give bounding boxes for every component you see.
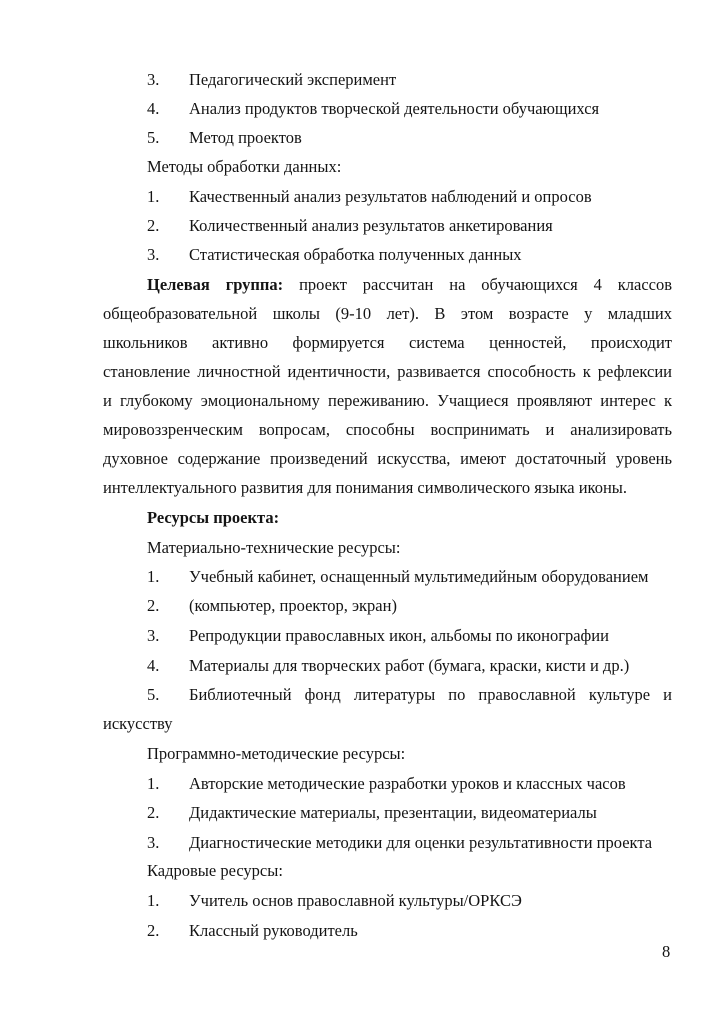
list-text: Авторские методические разработки уроков и классных часов xyxy=(189,774,626,793)
list-item xyxy=(0,772,724,796)
list-number: 3. xyxy=(147,626,160,645)
list-item xyxy=(0,683,724,707)
list-number: 3. xyxy=(147,70,160,89)
list-number: 2. xyxy=(147,596,160,615)
page-number: 8 xyxy=(662,942,671,961)
list-text: Количественный анализ результатов анкетирования xyxy=(189,216,553,235)
list-text: Учитель основ православной культуры/ОРКСЭ xyxy=(189,891,522,910)
list-text: Диагностические методики для оценки результативности проекта xyxy=(189,833,653,852)
list-number: 1. xyxy=(147,187,160,206)
list-text: Анализ продуктов творческой деятельности обучающихся xyxy=(189,99,600,118)
list-number: 2. xyxy=(147,921,160,940)
target-group-line: интеллектуального развития для понимания символического языка иконы. xyxy=(103,478,628,497)
list-text: Качественный анализ результатов наблюдений и опросов xyxy=(189,187,592,206)
list-item xyxy=(0,214,724,238)
list-number: 3. xyxy=(147,833,160,852)
list-item xyxy=(0,831,724,855)
list-item xyxy=(0,919,724,943)
list-text: Материалы для творческих работ (бумага, краски, кисти и др.) xyxy=(189,656,630,675)
target-group-label: Целевая группа: xyxy=(147,275,284,294)
list-number: 4. xyxy=(147,99,160,118)
list-item xyxy=(0,654,724,678)
list-text: Репродукции православных икон, альбомы по иконографии xyxy=(189,626,609,645)
list-text: Дидактические материалы, презентации, видеоматериалы xyxy=(189,803,597,822)
list-text: Учебный кабинет, оснащенный мультимедийным оборудованием xyxy=(189,567,649,586)
list-text: Классный руководитель xyxy=(189,921,358,940)
target-group-line: и глубокому эмоциональному переживанию. Учащиеся проявляют интерес к xyxy=(103,391,672,410)
list-item xyxy=(0,185,724,209)
list-item xyxy=(0,68,724,92)
list-number: 4. xyxy=(147,656,160,675)
list-item xyxy=(0,243,724,267)
list-text: Метод проектов xyxy=(189,128,302,147)
methodical-resources-heading: Программно-методические ресурсы: xyxy=(147,744,406,763)
list-item xyxy=(0,97,724,121)
list-item xyxy=(0,565,724,589)
resources-heading: Ресурсы проекта: xyxy=(147,508,280,527)
target-group-line: мировоззренческим вопросам, способны воспринимать и анализировать xyxy=(103,420,672,439)
list-number: 1. xyxy=(147,567,160,586)
target-group-line: общеобразовательной школы (9-10 лет). В этом возрасте у младших xyxy=(103,304,672,323)
list-number: 1. xyxy=(147,891,160,910)
list-text: Статистическая обработка полученных данных xyxy=(189,245,522,264)
list-item xyxy=(0,594,724,618)
list-item xyxy=(0,889,724,913)
list-number: 2. xyxy=(147,216,160,235)
staff-resources-heading: Кадровые ресурсы: xyxy=(147,861,283,880)
list-number: 5. xyxy=(147,685,160,704)
list-item xyxy=(0,624,724,648)
list-number: 1. xyxy=(147,774,160,793)
list-item xyxy=(0,801,724,825)
list-text: Педагогический эксперимент xyxy=(189,70,397,89)
list-item xyxy=(0,126,724,150)
list-item-continuation: искусству xyxy=(103,714,173,733)
processing-heading: Методы обработки данных: xyxy=(147,157,342,176)
material-resources-heading: Материально-технические ресурсы: xyxy=(147,538,401,557)
target-group-line: Целевая группа: проект рассчитан на обучающихся 4 классов xyxy=(147,275,673,294)
target-group-line: школьников активно формируется система ценностей, происходит xyxy=(103,333,672,352)
list-text: Библиотечный фонд литературы по православной культуре и xyxy=(189,685,672,704)
target-group-line: духовное содержание произведений искусства, имеют достаточный уровень xyxy=(103,449,672,468)
list-number: 2. xyxy=(147,803,160,822)
list-number: 3. xyxy=(147,245,160,264)
list-text: (компьютер, проектор, экран) xyxy=(189,596,397,615)
target-group-line: становление личностной идентичности, развивается способность к рефлексии xyxy=(103,362,672,381)
list-number: 5. xyxy=(147,128,160,147)
